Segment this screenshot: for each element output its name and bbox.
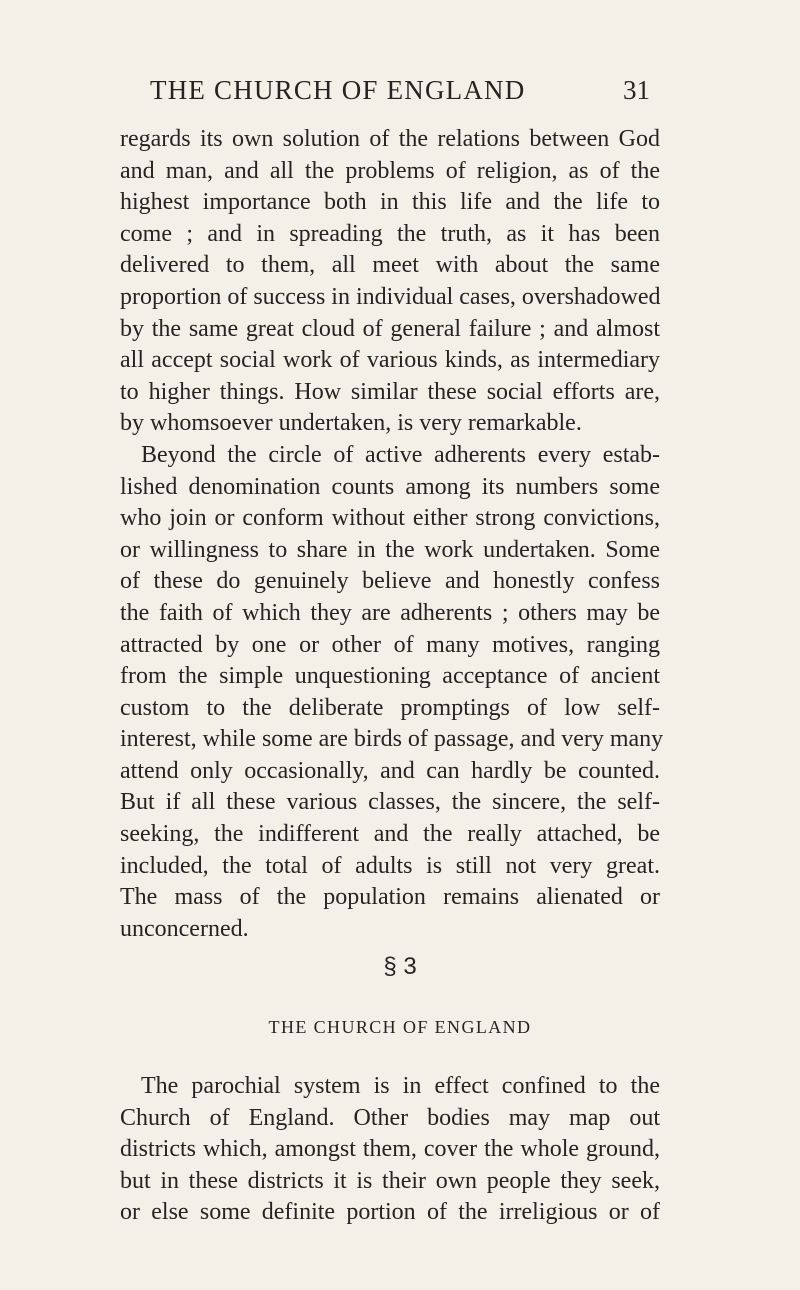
running-head xyxy=(150,73,650,107)
text-line: highest importance both in this life and the life to xyxy=(120,189,660,216)
text-line: the faith of which they are adherents ; others may be xyxy=(120,599,660,626)
text-line: included, the total of adults is still not very great. xyxy=(120,852,660,879)
paragraph-1 xyxy=(120,124,660,440)
page-number: 31 xyxy=(623,75,650,105)
text-line: attracted by one or other of many motives, ranging xyxy=(120,631,660,658)
text-line: Church of England. Other bodies may map out xyxy=(120,1104,660,1131)
text-line: by whomsoever undertaken, is very remarkable. xyxy=(120,410,582,437)
paragraph-3 xyxy=(120,1071,660,1229)
section-number: § 3 xyxy=(383,953,417,980)
text-line: by the same great cloud of general failure ; and almost xyxy=(120,315,660,342)
text-line: but in these districts it is their own people they seek, xyxy=(120,1167,660,1194)
paragraph-2 xyxy=(120,440,664,946)
section-heading: THE CHURCH OF ENGLAND xyxy=(268,1017,532,1037)
running-title: THE CHURCH OF ENGLAND xyxy=(150,75,526,105)
text-line: delivered to them, all meet with about the same xyxy=(120,252,660,279)
text-line: lished denomination counts among its numbers some xyxy=(120,473,660,500)
text-line: seeking, the indifferent and the really attached, be xyxy=(120,821,660,848)
text-line: But if all these various classes, the sincere, the self- xyxy=(120,789,660,816)
text-line: unconcerned. xyxy=(120,915,249,942)
text-line: or willingness to share in the work undertaken. Some xyxy=(120,536,660,563)
text-line: come ; and in spreading the truth, as it has been xyxy=(120,220,660,247)
text-line: who join or conform without either strong convictions, xyxy=(120,505,660,532)
text-line: to higher things. How similar these social efforts are, xyxy=(120,378,660,405)
text-line: and man, and all the problems of religion, as of the xyxy=(120,157,660,184)
text-line: custom to the deliberate promptings of low self- xyxy=(120,694,660,721)
text-line: districts which, amongst them, cover the whole ground, xyxy=(120,1136,660,1163)
text-line: or else some definite portion of the irreligious or of xyxy=(120,1199,660,1226)
upper-text-block xyxy=(120,124,664,945)
text-line: Beyond the circle of active adherents every estab- xyxy=(141,441,660,468)
text-line: The parochial system is in effect confined to the xyxy=(141,1073,660,1099)
text-line: attend only occasionally, and can hardly be counted. xyxy=(120,757,660,784)
text-line: The mass of the population remains alienated or xyxy=(120,884,660,911)
text-line: of these do genuinely believe and honestly confess xyxy=(120,568,660,595)
text-line: from the simple unquestioning acceptance of ancient xyxy=(120,663,660,690)
text-line: regards its own solution of the relations between God xyxy=(120,126,660,152)
text-line: proportion of success in individual cases, overshadowed xyxy=(120,283,661,310)
text-line: interest, while some are birds of passage, and very many xyxy=(120,726,664,753)
text-line: all accept social work of various kinds, as intermediary xyxy=(120,347,660,374)
